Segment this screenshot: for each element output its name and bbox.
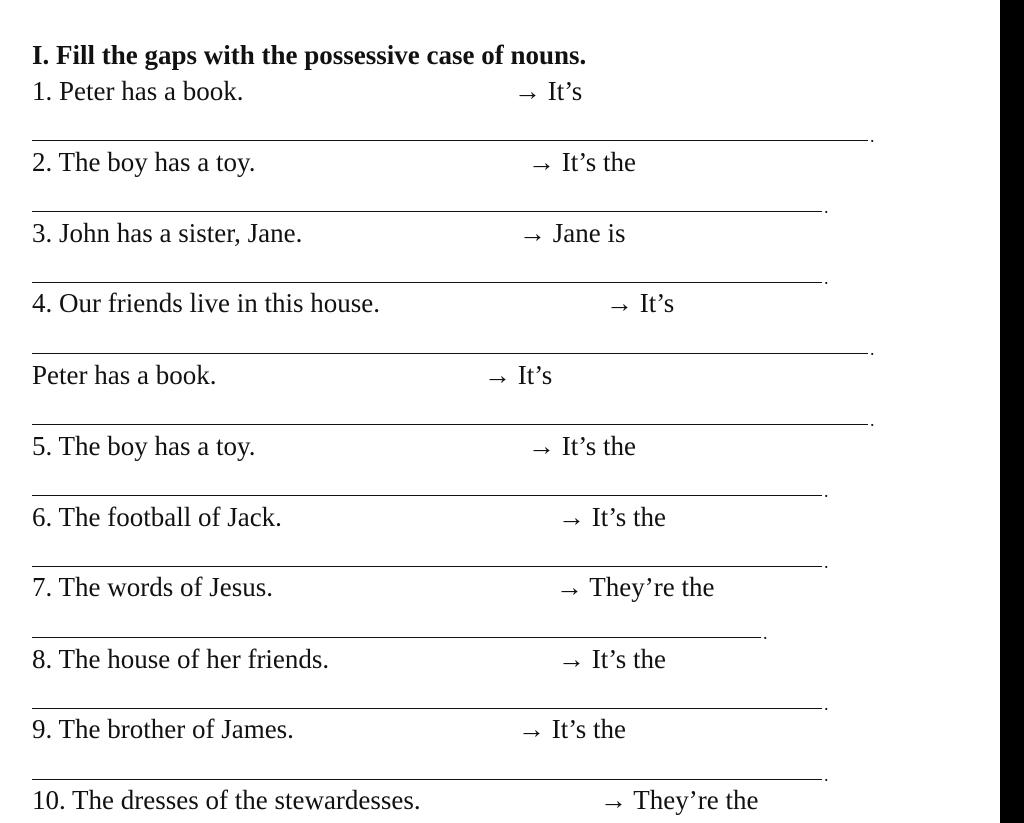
item-3-period: . xyxy=(824,268,829,288)
item-2-period: . xyxy=(824,197,829,217)
item-extra-prompt xyxy=(484,358,552,392)
item-1-sentence: 1. Peter has a book. xyxy=(32,76,244,106)
item-8-sentence: 8. The house of her friends. xyxy=(32,644,330,674)
item-8-period: . xyxy=(824,694,829,714)
item-6-answer-line[interactable] xyxy=(32,566,822,567)
item-6-prompt-text: It’s the xyxy=(591,502,666,532)
item-9-period: . xyxy=(824,765,829,785)
item-7-sentence: 7. The words of Jesus. xyxy=(32,572,273,602)
item-1-prompt-text: It’s xyxy=(547,76,583,106)
item-8-prompt xyxy=(558,642,666,676)
arrow-icon: → xyxy=(600,785,627,815)
item-3-prompt-text: Jane is xyxy=(552,218,626,248)
item-9-sentence: 9. The brother of James. xyxy=(32,714,294,744)
item-8-prompt-text: It’s the xyxy=(591,644,666,674)
item-6-sentence: 6. The football of Jack. xyxy=(32,502,282,532)
item-6-prompt xyxy=(558,500,666,534)
item-2-sentence: 2. The boy has a toy. xyxy=(32,147,256,177)
item-2-answer-line[interactable] xyxy=(32,211,822,212)
item-7-answer-line[interactable] xyxy=(32,637,761,638)
arrow-icon: → xyxy=(519,218,546,248)
item-6-period: . xyxy=(824,552,829,572)
item-1-prompt xyxy=(514,74,582,108)
arrow-icon: → xyxy=(558,644,585,674)
arrow-icon: → xyxy=(518,714,545,744)
arrow-icon: → xyxy=(484,360,511,390)
item-extra-prompt-text: It’s xyxy=(517,360,553,390)
item-4-period: . xyxy=(870,339,875,359)
item-9-answer-line[interactable] xyxy=(32,779,822,780)
item-extra-sentence: Peter has a book. xyxy=(32,360,217,390)
right-edge-bar xyxy=(1000,0,1024,823)
item-7-period: . xyxy=(763,623,768,643)
arrow-icon: → xyxy=(606,288,633,318)
arrow-icon: → xyxy=(556,572,583,602)
item-3-answer-line[interactable] xyxy=(32,282,822,283)
item-10-prompt xyxy=(600,783,758,817)
item-5-period: . xyxy=(824,481,829,501)
item-2-prompt-text: It’s the xyxy=(561,147,636,177)
arrow-icon: → xyxy=(528,431,555,461)
item-4-answer-line[interactable] xyxy=(32,353,868,354)
item-4-prompt-text: It’s xyxy=(639,288,675,318)
arrow-icon: → xyxy=(514,76,541,106)
item-3-prompt xyxy=(519,216,625,250)
item-4-prompt xyxy=(606,286,674,320)
item-10-sentence: 10. The dresses of the stewardesses. xyxy=(32,785,421,815)
item-10-prompt-text: They’re the xyxy=(633,785,759,815)
item-8-answer-line[interactable] xyxy=(32,708,822,709)
item-5-prompt-text: It’s the xyxy=(561,431,636,461)
item-1-period: . xyxy=(870,126,875,146)
item-5-sentence: 5. The boy has a toy. xyxy=(32,431,256,461)
item-4-sentence: 4. Our friends live in this house. xyxy=(32,288,380,318)
item-extra-answer-line[interactable] xyxy=(32,424,868,425)
item-extra-period: . xyxy=(870,410,875,430)
item-9-prompt xyxy=(518,712,626,746)
item-3-sentence: 3. John has a sister, Jane. xyxy=(32,218,303,248)
item-9-prompt-text: It’s the xyxy=(551,714,626,744)
item-7-prompt-text: They’re the xyxy=(589,572,715,602)
worksheet-title: I. Fill the gaps with the possessive case of nouns. xyxy=(32,40,587,70)
arrow-icon: → xyxy=(558,502,585,532)
item-5-answer-line[interactable] xyxy=(32,495,822,496)
arrow-icon: → xyxy=(528,147,555,177)
item-7-prompt xyxy=(556,570,714,604)
item-2-prompt xyxy=(528,145,636,179)
item-5-prompt xyxy=(528,429,636,463)
item-1-answer-line[interactable] xyxy=(32,140,868,141)
